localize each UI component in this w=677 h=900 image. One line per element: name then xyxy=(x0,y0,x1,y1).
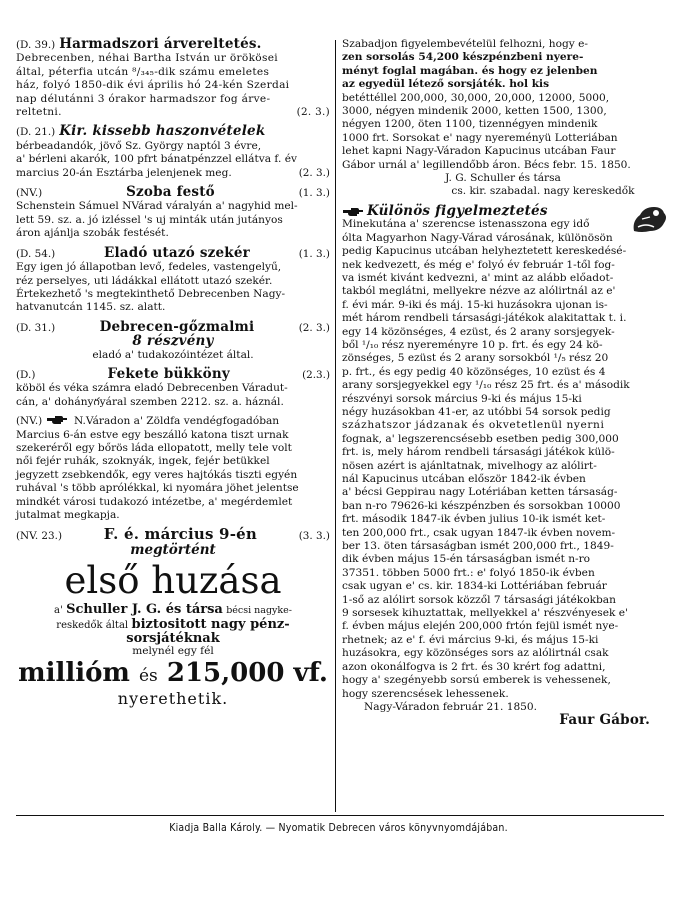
pointing-hand-icon xyxy=(342,207,364,217)
left-column xyxy=(16,38,330,711)
ad-title: F. é. március 9-én xyxy=(103,525,257,544)
ad-text: Debrecenben, néhai Bartha István ur örökösei által, péterfia utcán ⁸/₃₄₅-dik számu emeletes ház, folyó 1850-dik évi április hó 24-kén Szerdai nap délutánni 3 órakor harmadszor fog árve- reltetni. (2. 3.) xyxy=(16,52,330,119)
ad-subtitle: 8 részvény xyxy=(132,333,214,350)
ad-code: (NV. 23.) xyxy=(16,530,63,543)
ad-carriage xyxy=(16,244,330,315)
ad-painter xyxy=(16,186,330,241)
ad-special-notice xyxy=(342,202,664,729)
ad-title: Fekete bükköny xyxy=(107,365,230,382)
ad-auction xyxy=(16,38,330,119)
right-column xyxy=(342,38,664,734)
ad-rental xyxy=(16,125,330,180)
ad-code: (NV.) xyxy=(16,187,43,200)
ad-number: (2. 3.) xyxy=(296,106,330,119)
company-name: Schuller J. G. és társa xyxy=(66,602,223,618)
ad-title: Kir. kissebb haszonvételek xyxy=(59,123,266,140)
ad-lottery-info xyxy=(342,38,664,199)
ad-title: Harmadszori árvereltetés. xyxy=(59,36,262,52)
ad-steam-mill xyxy=(16,318,330,362)
ad-code: (D. 54.) xyxy=(16,247,56,260)
ad-title: Különös figyelmeztetés xyxy=(367,202,548,219)
ad-text: Minekutána a' szerencse istenasszona egy idő ólta Magyarhon Nagy-Várad városának, különösön pedig Kapucinus utcában helyheztetett kereskedésé- nek kedvezett, és még e' folyó év február 1-től fog- va ismét kivánt kedvezni, a' mint az alább előadot- takból meglátni, mellyekre nézve az alólirtnál az e' f. évi már. 9-iki és máj. 15-ki huzásokra ujonan is- mét három rendbeli társasági-játékok alakitattak t. i. egy 14 közönséges, 4 ezüst, és 2 arany sorsjegyek- ből ¹/₁₀ rész nyereményre 10 p. frt. és egy 24 kö- zönséges, 5 ezüst és 2 arany sorsokból ¹/₅ rész 20 p. frt., és egy pedig 40 közönséges, 10 ezüst és 4 arany sorsjegyekkel egy ¹/₁₀ rész 25 frt. és a' második részvényi sorsok március 9-ki és május 15-ki négy huzásokban 41-er, az utóbbi 54 sorsok pedig százhatszor jádzanak és okvetetlenül nyerni fognak, a' legszerencsésebb esetben pedig 300,000 frt. is, mely három rendbeli társasági játékok külö- nösen azért is ajánltatnak, mivelhogy az alólirt- nál Kapucinus utcában először 1842-ik évben a' bécsi Geppirau nagy Lotériában ketten társaság- ban n-ro 79626-ki készpénzben és sorsokban 10000 frt. második 1847-ik évben julius 10-ik ismét ket- ten 200,000 frt., csak ugyan 1847-ik évben novem- ber 13. öten társaságban ismét 200,000 frt., 1849- dik évben május 15-én társaságban ismét n-ro 37351. többen 5000 frt.: e' folyó 1850-ik évben csak ugyan e' cs. kir. 1834-ki Lottériában február 1-ső az alólirt sorsok közzől 7 társasági játékokban 9 sorsesek kihuztattak, mellyekkel a' részvényesek e' f. évben május elején 200,000 frtón fejül ismét nye- rhetnek; az e' f. évi március 9-ki, és május 15-ki huzásokra, egy közönséges sors az alólirtnál csak azon okonálfogva is 2 frt. és 30 krért fog adattni, hogy a' szegényebb sorsú emberek is vehessenek, hogy szerencsések lehessenek. xyxy=(342,218,630,700)
notice-date: Nagy-Váradon február 21. 1850. xyxy=(364,700,538,713)
ad-lottery-draw: (NV. 23.) F. é. március 9-én (3. 3.) megtörtént első huzása a' Schuller J. G. és társa bécsi nagyke- reskedők által biztositott nagy pénz- sorsjátéknak melynél egy fél millióm és 215,000 vf. nyerethetik. xyxy=(16,525,330,708)
fortune-ornament-icon xyxy=(628,201,670,237)
prize-amount: millióm és 215,000 vf. xyxy=(18,657,328,688)
ad-number: (1. 3.) xyxy=(298,187,330,200)
imprint-line: Kiadja Balla Károly. — Nyomatik Debrecen város könyvnyomdájában. xyxy=(169,822,508,834)
ad-number: (1. 3.) xyxy=(298,247,330,260)
signature: J. G. Schuller és társa xyxy=(445,172,561,185)
ad-code: (D. 31.) xyxy=(16,321,56,334)
ad-number: (2.3.) xyxy=(302,368,330,381)
ad-text: Egy igen jó állapotban levő, fedeles, vastengelyű, réz perselyes, uti ládákkal ellátott utazó szekér. Értekezhető 's megtekinthető Debrecenben Nagy- hatvanutcán 1145. sz. alatt. xyxy=(16,261,286,314)
signature: Faur Gábor. xyxy=(559,712,650,729)
ad-code: (D.) xyxy=(16,368,36,381)
ad-text: bérbeadandók, jövő Sz. György naptól 3 évre, a' bérleni akarók, 100 pfrt bánatpénzzel ellátva f. év marcius 20-án Esztárba jelenjenek meg. (2. 3.) xyxy=(16,139,330,179)
ad-code: (D. 39.) xyxy=(16,39,56,51)
signature-title: cs. kir. szabadal. nagy kereskedők xyxy=(451,185,635,198)
ad-title: Debrecen-gőzmalmi xyxy=(99,318,255,335)
footer-rule xyxy=(16,815,664,816)
ad-text: Schenstein Sámuel NVárad váralyán a' nagyhid mel- lett 59. sz. a. jó izléssel 's uj minták után jutányos áron ajánlja szobák festését. xyxy=(16,200,298,240)
ad-title: Szoba festő xyxy=(126,184,215,201)
ad-text: (NV.) N.Váradon a' Zöldfa vendégfogadóban Marcius 6-án estve egy beszálló katona tiszt urnak szekeréről egy bőrös láda ellopatott, melly tele volt női fejér ruhák, szoknyák, ingek, fejér betükkel jegyzett zsebkendők, egy veres hajtókás tiszti egyén ruhával 's több aprólékkal, ki nyomára jöhet jelentse mindkét városi tudakozó intézetbe, a' megérdemlet jutalmat megkapja. xyxy=(16,415,299,521)
ad-code: (NV.) xyxy=(16,415,43,428)
ad-number: (2. 3.) xyxy=(298,321,330,334)
ad-title: Eladó utazó szekér xyxy=(103,244,250,261)
ad-subtitle: megtörtént xyxy=(130,541,216,558)
ad-text: Szabadjon figyelembevételül felhozni, hogy e- zen sorsolás 54,200 készpénzbeni nyere- ményt foglal magában. és hogy ez jelenben az egyedül létező sorsjáték. hol kis betéttéllel 200,000, 30,000, 20,000, 12000, 5000, 3000, négyen mindenik 2000, ketten 1500, 1300, négyen 1200, öten 1100, tizennégyen mindenik 1000 frt. Sorsokat e' nagy nyereményü Lotteriában lehet kapni Nagy-Váradon Kapucinus utcában Faur Gábor urnál a' legillendőbb áron. Bécs febr. 15. 1850. xyxy=(342,38,631,171)
ad-text: köböl és véka számra eladó Debrecenben Váradut- cán, a' dohányగyáral szemben 2212. sz. a. háznál. xyxy=(16,382,288,408)
ad-code: (D. 21.) xyxy=(16,126,56,139)
ad-vetch xyxy=(16,365,330,409)
pointing-hand-icon xyxy=(46,415,68,425)
ad-number: (3. 3.) xyxy=(298,530,330,543)
ad-text: eladó a' tudakozóintézet által. xyxy=(92,348,254,361)
ad-headline: első huzása xyxy=(64,559,282,603)
ad-theft-notice xyxy=(16,415,330,522)
column-divider xyxy=(335,40,336,812)
ad-number: (2. 3.) xyxy=(298,166,330,179)
